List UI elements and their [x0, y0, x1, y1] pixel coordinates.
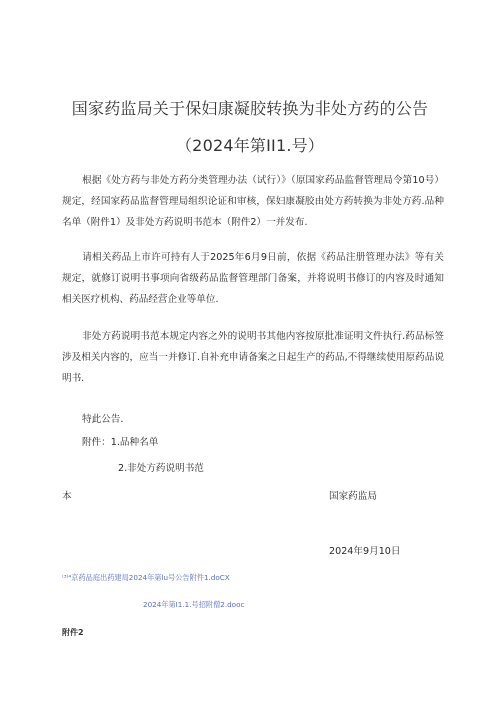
issue-date: 2024年9月10日: [329, 546, 401, 557]
paragraph-2-text: 请相关药品上市许可持有人于2025年6月9日前，依据《药品注册管理办法》等有关规定，就修订说明书事项向省级药品监督管理部门备案，并将说明书修订的内容及时通知相关医疗机构、药品经营企业等单位.: [62, 252, 444, 305]
attachment-1-label: 附件：1.品种名单: [82, 437, 159, 448]
paragraph-3-text: 非处方药说明书范本规定内容之外的说明书其他内容按原批准证明文件执行.药品标签涉及相关内容的，应当一并修订.自补充申请备案之日起生产的药品,不得继续使用原药品说明书.: [62, 331, 444, 384]
paragraph-2: [62, 247, 444, 310]
announcement-number: （2024年第II1.号）: [175, 136, 325, 155]
page-title: 国家药监局关于保妇康凝胶转换为非处方药的公告: [71, 99, 429, 118]
attachment-2-file-link[interactable]: 2024年第I1.1.号招附僧2.dooc: [143, 600, 245, 609]
paragraph-1: [62, 170, 444, 233]
paragraph-3: [62, 326, 444, 389]
closing-notice: 特此公告.: [82, 414, 124, 425]
issuer-name: 国家药监局: [329, 491, 377, 502]
appendix-2-heading: 附件2: [62, 628, 84, 637]
attachment-1-file-link[interactable]: ⁽³⁾⁴京药品庭出药建局2024年第lu号公告附件1.doCX: [62, 573, 230, 582]
paragraph-1-text: 根据《处方药与非处方药分类管理办法（试行）》（原国家药品监督管理局令第10号）规定，经国家药品监督管理局组织论证和审核，保妇康凝胶由处方药转换为非处方药.品种名单（附件1）及非处方药说明书范本（附件2）一并发布.: [62, 175, 444, 228]
attachment-2-label: 2.非处方药说明书范: [118, 463, 204, 474]
attachment-2-continuation: 本: [62, 491, 72, 502]
